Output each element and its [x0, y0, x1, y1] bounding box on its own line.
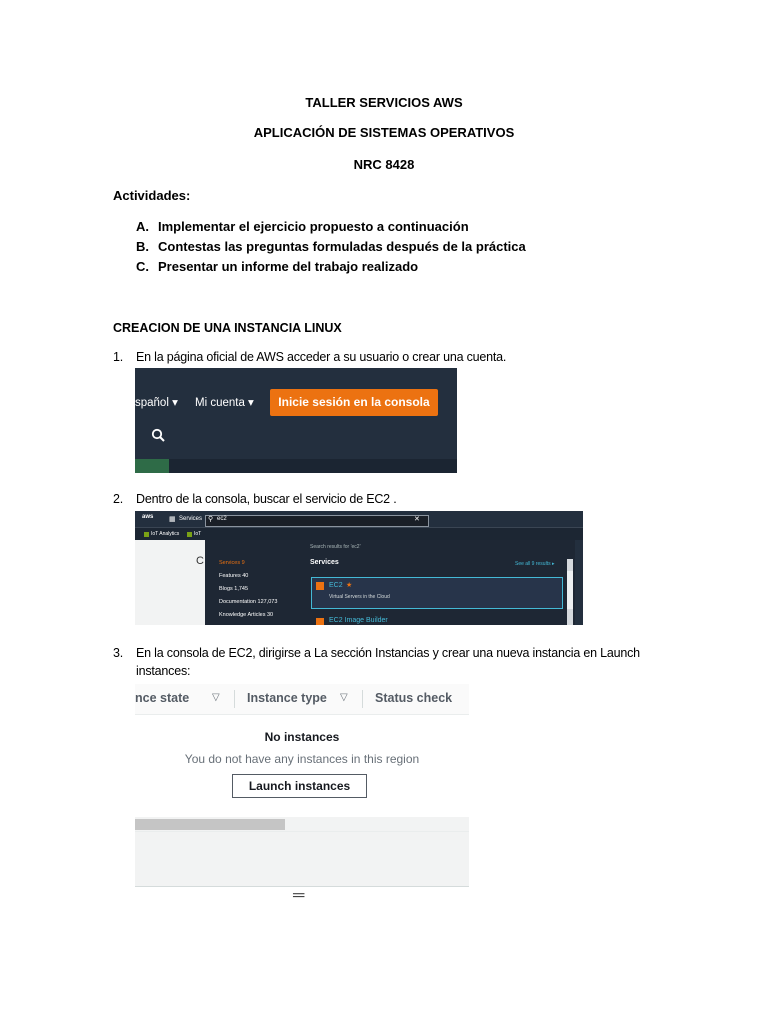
account-menu[interactable]: Mi cuenta ▾ [195, 397, 254, 409]
step-2 [113, 492, 396, 506]
sort-triangle-icon[interactable]: ▽ [212, 692, 220, 703]
ec2-instances-screenshot [135, 684, 469, 889]
split-panel-area [135, 832, 469, 887]
services-menu[interactable]: Services [179, 516, 203, 522]
next-result-title[interactable]: EC2 Image Builder [329, 617, 388, 624]
results-scrollbar-thumb[interactable] [567, 571, 573, 609]
language-selector[interactable]: spañol ▾ [135, 397, 178, 409]
doc-subtitle: APLICACIÓN DE SISTEMAS OPERATIVOS [253, 125, 515, 140]
grid-icon[interactable]: ▦ [169, 516, 176, 523]
step-marker: 1. [113, 350, 124, 364]
ec2-service-icon [316, 582, 324, 590]
console-heading-fragment: C [196, 555, 204, 567]
empty-state-message: You do not have any instances in this region [184, 752, 420, 766]
step-1 [113, 350, 506, 364]
clear-search-icon[interactable]: ✕ [414, 516, 420, 523]
nav-active-indicator [135, 459, 169, 473]
category-features[interactable]: Features 40 [219, 573, 249, 579]
favorite-iot[interactable]: IoT [194, 531, 202, 537]
aws-console-search-screenshot [135, 511, 583, 625]
ec2-result-title[interactable]: EC2 [329, 582, 343, 589]
console-left-pane [135, 540, 205, 625]
iot-icon [187, 532, 192, 537]
category-blogs[interactable]: Blogs 1,745 [219, 586, 249, 592]
section-title: CREACION DE UNA INSTANCIA LINUX [113, 321, 342, 335]
favorite-iot-analytics[interactable]: IoT Analytics [151, 531, 180, 537]
resize-handle-icon[interactable]: ═ [293, 887, 305, 904]
column-divider [234, 690, 235, 708]
image-builder-icon [316, 618, 324, 625]
activity-item-c [136, 259, 418, 274]
signin-console-button[interactable]: Inicie sesión en la consola [270, 389, 438, 416]
step-3 [113, 646, 673, 660]
aws-logo[interactable]: aws [142, 514, 154, 520]
step-3-continuation: instances: [136, 664, 191, 678]
activity-marker: B. [136, 239, 149, 254]
nav-bottom-bar [135, 459, 457, 473]
step-text: En la consola de EC2, dirigirse a La sección Instancias y crear una nueva instancia en Launch [136, 646, 640, 660]
aws-homepage-screenshot [135, 368, 457, 473]
activity-item-b [136, 239, 526, 254]
column-instance-state[interactable]: nce state [135, 691, 190, 705]
favorites-bar [135, 528, 583, 540]
doc-title: TALLER SERVICIOS AWS [305, 95, 463, 110]
empty-state-title: No instances [264, 730, 340, 744]
launch-instances-button[interactable]: Launch instances [232, 774, 367, 798]
step-marker: 3. [113, 646, 124, 660]
search-icon: ⚲ [208, 516, 214, 523]
sort-triangle-icon[interactable]: ▽ [340, 692, 348, 703]
console-search-input[interactable] [205, 515, 429, 527]
step-text: En la página oficial de AWS acceder a su usuario o crear una cuenta. [136, 350, 507, 364]
results-caption: Search results for 'ec2' [310, 544, 361, 550]
category-services[interactable]: Services 9 [219, 560, 245, 566]
ec2-result-description: Virtual Servers in the Cloud [329, 594, 390, 600]
activity-marker: C. [136, 259, 149, 274]
see-all-results-link[interactable]: See all 9 results ▸ [515, 561, 555, 567]
activity-item-a [136, 219, 469, 234]
column-status-check[interactable]: Status check [375, 691, 453, 705]
search-value: ec2 [217, 516, 227, 522]
activity-text: Contestas las preguntas formuladas después de la práctica [158, 239, 526, 254]
search-icon[interactable] [151, 428, 165, 442]
activity-text: Presentar un informe del trabajo realizado [158, 259, 419, 274]
iot-analytics-icon [144, 532, 149, 537]
column-divider [362, 690, 363, 708]
doc-nrc: NRC 8428 [353, 157, 415, 172]
step-marker: 2. [113, 492, 124, 506]
category-knowledge[interactable]: Knowledge Articles 30 [219, 612, 274, 618]
category-documentation[interactable]: Documentation 127,073 [219, 599, 278, 605]
activity-marker: A. [136, 219, 149, 234]
activities-title: Actividades: [113, 188, 191, 203]
step-text: Dentro de la consola, buscar el servicio de EC2 . [136, 492, 397, 506]
results-section-title: Services [310, 559, 339, 566]
activity-text: Implementar el ejercicio propuesto a continuación [158, 219, 469, 234]
horizontal-scrollbar-thumb[interactable] [135, 819, 285, 830]
favorite-star-icon[interactable]: ★ [346, 582, 353, 589]
column-instance-type[interactable]: Instance type [247, 691, 327, 705]
